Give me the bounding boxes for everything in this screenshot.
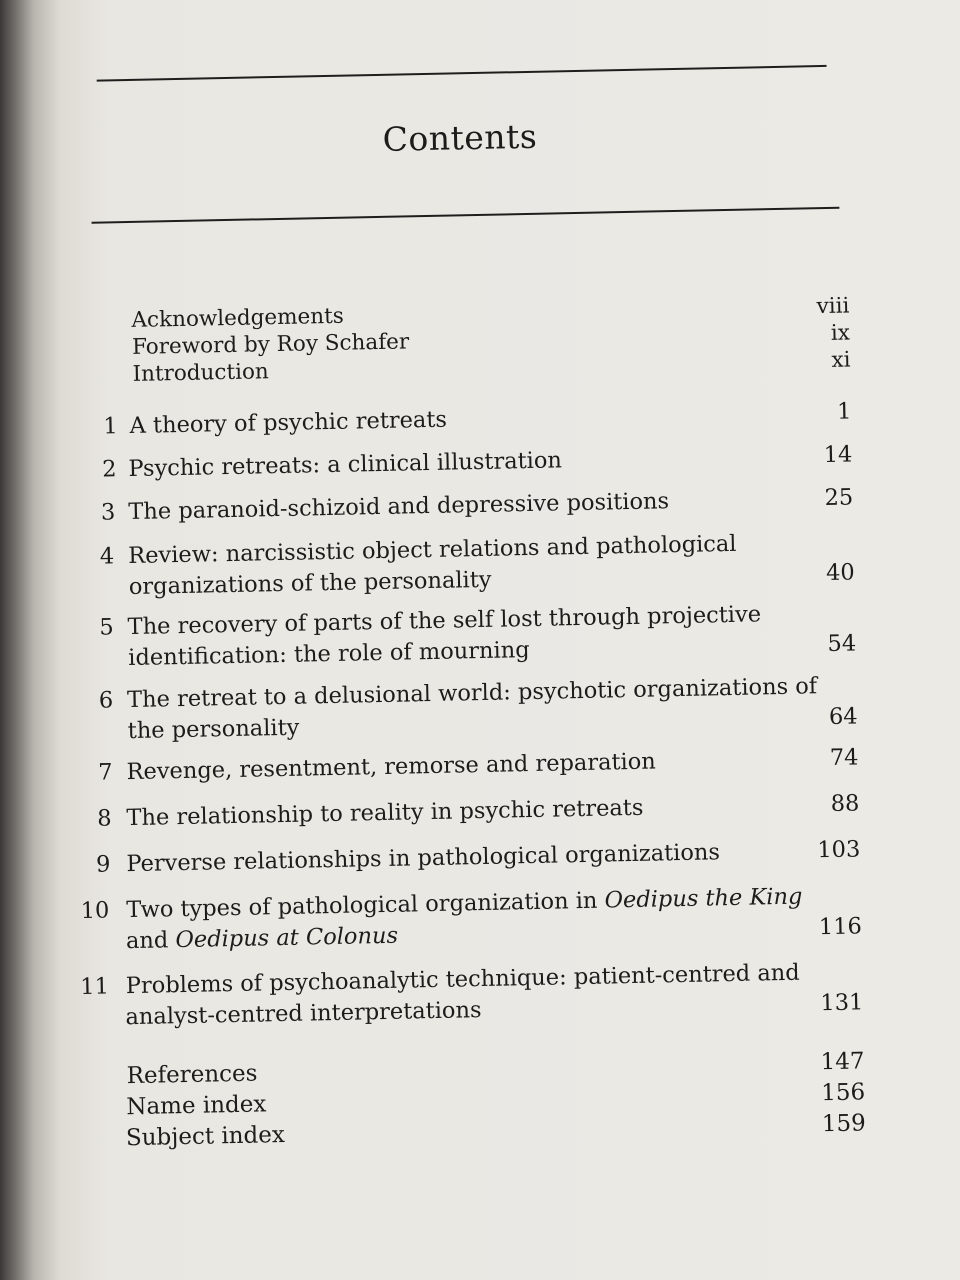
entry-page: ix bbox=[830, 320, 851, 346]
title-italic: Oedipus the King bbox=[604, 883, 803, 914]
entry-title: References bbox=[126, 1060, 258, 1090]
top-rule bbox=[97, 65, 827, 82]
entry-page: 159 bbox=[821, 1110, 867, 1138]
entry-title: Subject index bbox=[125, 1122, 286, 1152]
contents-heading: Contents bbox=[382, 116, 538, 159]
entry-page: 156 bbox=[820, 1079, 866, 1107]
chapter-number: 1 bbox=[103, 413, 118, 440]
chapter-number: 2 bbox=[101, 456, 117, 483]
chapter-page: 54 bbox=[827, 630, 857, 658]
chapter-title-line1: The recovery of parts of the self lost through projective bbox=[127, 601, 762, 641]
chapter-title-line1 bbox=[126, 882, 803, 927]
chapter-title: Psychic retreats: a clinical illustration bbox=[128, 447, 563, 483]
toc-chapter-8 bbox=[3, 786, 960, 832]
chapter-page: 116 bbox=[818, 913, 863, 941]
chapter-title: Perverse relationships in pathological organizations bbox=[126, 839, 721, 878]
chapter-number: 9 bbox=[95, 851, 111, 878]
entry-page: 147 bbox=[820, 1048, 865, 1076]
chapter-number: 11 bbox=[79, 973, 110, 1001]
entry-title: Foreword by Roy Schafer bbox=[131, 329, 410, 360]
chapter-page: 40 bbox=[825, 559, 855, 587]
chapter-page: 88 bbox=[830, 790, 860, 817]
chapter-number: 4 bbox=[99, 543, 115, 570]
chapter-title: The paranoid-schizoid and depressive positions bbox=[128, 488, 670, 526]
toc-chapter-9 bbox=[4, 832, 960, 878]
chapter-page: 14 bbox=[823, 441, 853, 469]
toc-chapter-11 bbox=[7, 954, 960, 1031]
chapter-number: 8 bbox=[96, 805, 112, 832]
chapter-page: 103 bbox=[817, 836, 861, 864]
toc-entry-references bbox=[8, 1044, 960, 1090]
chapter-number: 10 bbox=[80, 897, 110, 925]
chapter-title-line2: identification: the role of mourning bbox=[128, 637, 530, 672]
chapter-title-line2: the personality bbox=[127, 714, 300, 745]
chapter-title: The relationship to reality in psychic retreats bbox=[126, 794, 644, 832]
chapter-page: 64 bbox=[828, 703, 858, 731]
chapter-title: A theory of psychic retreats bbox=[129, 406, 448, 439]
chapter-title-line1: The retreat to a delusional world: psychotic organizations of bbox=[126, 673, 818, 714]
toc-chapter-10 bbox=[5, 878, 960, 955]
title-plain: and bbox=[125, 927, 176, 955]
chapter-title-line1: Review: narcissistic object relations and pathological bbox=[127, 530, 737, 570]
chapter-number: 3 bbox=[100, 499, 116, 526]
chapter-page: 1 bbox=[836, 398, 852, 425]
toc-chapter-1 bbox=[0, 394, 955, 440]
entry-title: Introduction bbox=[132, 359, 269, 387]
chapter-number: 5 bbox=[99, 614, 114, 641]
entry-page: xi bbox=[831, 347, 851, 373]
entry-page: viii bbox=[816, 293, 850, 320]
chapter-page: 131 bbox=[820, 989, 864, 1017]
entry-title: Acknowledgements bbox=[131, 303, 345, 333]
chapter-page: 25 bbox=[824, 484, 854, 512]
chapter-number: 7 bbox=[97, 759, 113, 786]
chapter-title-line2: organizations of the personality bbox=[128, 566, 492, 601]
chapter-page: 74 bbox=[829, 744, 859, 772]
entry-title: Name index bbox=[126, 1091, 267, 1121]
chapter-title-line2: analyst-centred interpretations bbox=[125, 997, 482, 1031]
chapter-title-line2 bbox=[126, 921, 399, 957]
chapter-title: Revenge, resentment, remorse and reparation bbox=[126, 748, 657, 786]
chapter-number: 6 bbox=[98, 687, 114, 714]
bottom-rule bbox=[92, 207, 840, 224]
chapter-title-line1: Problems of psychoanalytic technique: patient-centred and bbox=[125, 959, 800, 1000]
title-italic: Oedipus at Colonus bbox=[175, 922, 399, 954]
title-plain: Two types of pathological organization in bbox=[126, 887, 605, 924]
